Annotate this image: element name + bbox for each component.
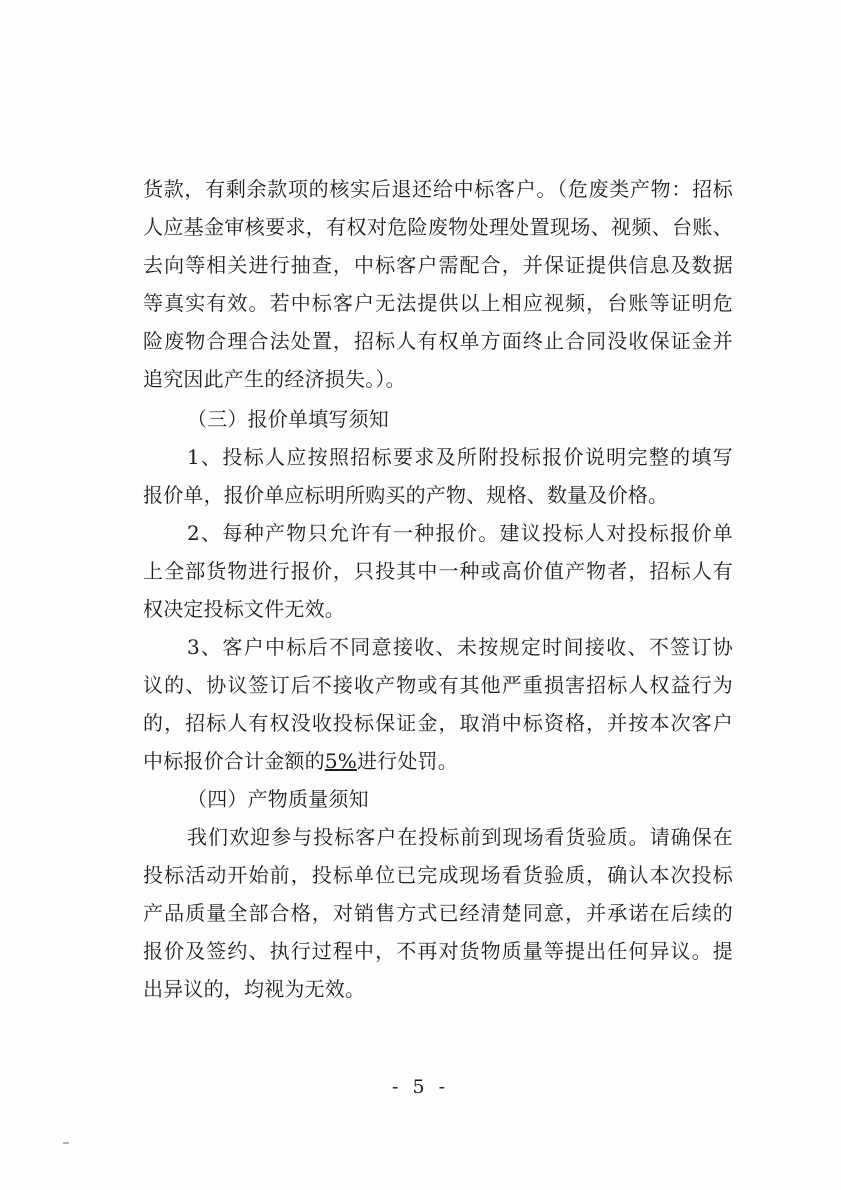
text-fragment: 中标报价合计金额的: [143, 749, 325, 773]
text-line: 货款，有剩余款项的核实后退还给中标客户。（危废类产物：招标: [143, 177, 733, 201]
section-three-item-1: [143, 438, 733, 514]
scan-speck: [63, 1142, 69, 1144]
text-line: 人应基金审核要求，有权对危险废物处理处置现场、视频、台账、: [143, 215, 733, 239]
text-line: 险废物合理合法处置，招标人有权单方面终止合同没收保证金并: [143, 329, 733, 353]
text-line: 投标活动开始前，投标单位已完成现场看货验质，确认本次投标: [143, 863, 733, 887]
text-line: 权决定投标文件无效。: [143, 597, 345, 621]
underlined-percentage: 5%: [324, 749, 357, 773]
text-line: 议的、协议签订后不接收产物或有其他严重损害招标人权益行为: [143, 673, 733, 697]
text-line: 报价单，报价单应标明所购买的产物、规格、数量及价格。: [143, 483, 669, 507]
text-line: 追究因此产生的经济损失。）。: [143, 367, 406, 391]
text-line: 产品质量全部合格，对销售方式已经清楚同意，并承诺在后续的: [143, 901, 733, 925]
section-four-paragraph: [143, 818, 733, 1008]
section-three-item-2: [143, 514, 733, 628]
text-line: 的，招标人有权没收投标保证金，取消中标资格，并按本次客户: [143, 711, 733, 735]
text-line: 3、客户中标后不同意接收、未按规定时间接收、不签订协: [187, 635, 733, 659]
text-line: 上全部货物进行报价，只投其中一种或高价值产物者，招标人有: [143, 559, 733, 583]
text-line: [143, 742, 733, 780]
text-fragment: 进行处罚。: [356, 749, 458, 773]
text-line: 1、投标人应按照招标要求及所附投标报价说明完整的填写: [187, 445, 733, 469]
document-body: [143, 170, 733, 1008]
text-line: 我们欢迎参与投标客户在投标前到现场看货验质。请确保在: [187, 825, 733, 849]
section-three-item-3: [143, 628, 733, 780]
text-line: 出异议的，均视为无效。: [143, 977, 366, 1001]
text-line: 去向等相关进行抽查，中标客户需配合，并保证提供信息及数据: [143, 253, 733, 277]
page-number: - 5 -: [391, 1076, 449, 1098]
text-line: 等真实有效。若中标客户无法提供以上相应视频，台账等证明危: [143, 291, 733, 315]
paragraph-continued: [143, 170, 733, 398]
section-four-heading: （四）产物质量须知: [187, 787, 369, 811]
text-line: 报价及签约、执行过程中，不再对货物质量等提出任何异议。提: [143, 939, 733, 963]
section-three-heading: （三）报价单填写须知: [187, 407, 389, 431]
text-line: 2、每种产物只允许有一种报价。建议投标人对投标报价单: [187, 521, 733, 545]
